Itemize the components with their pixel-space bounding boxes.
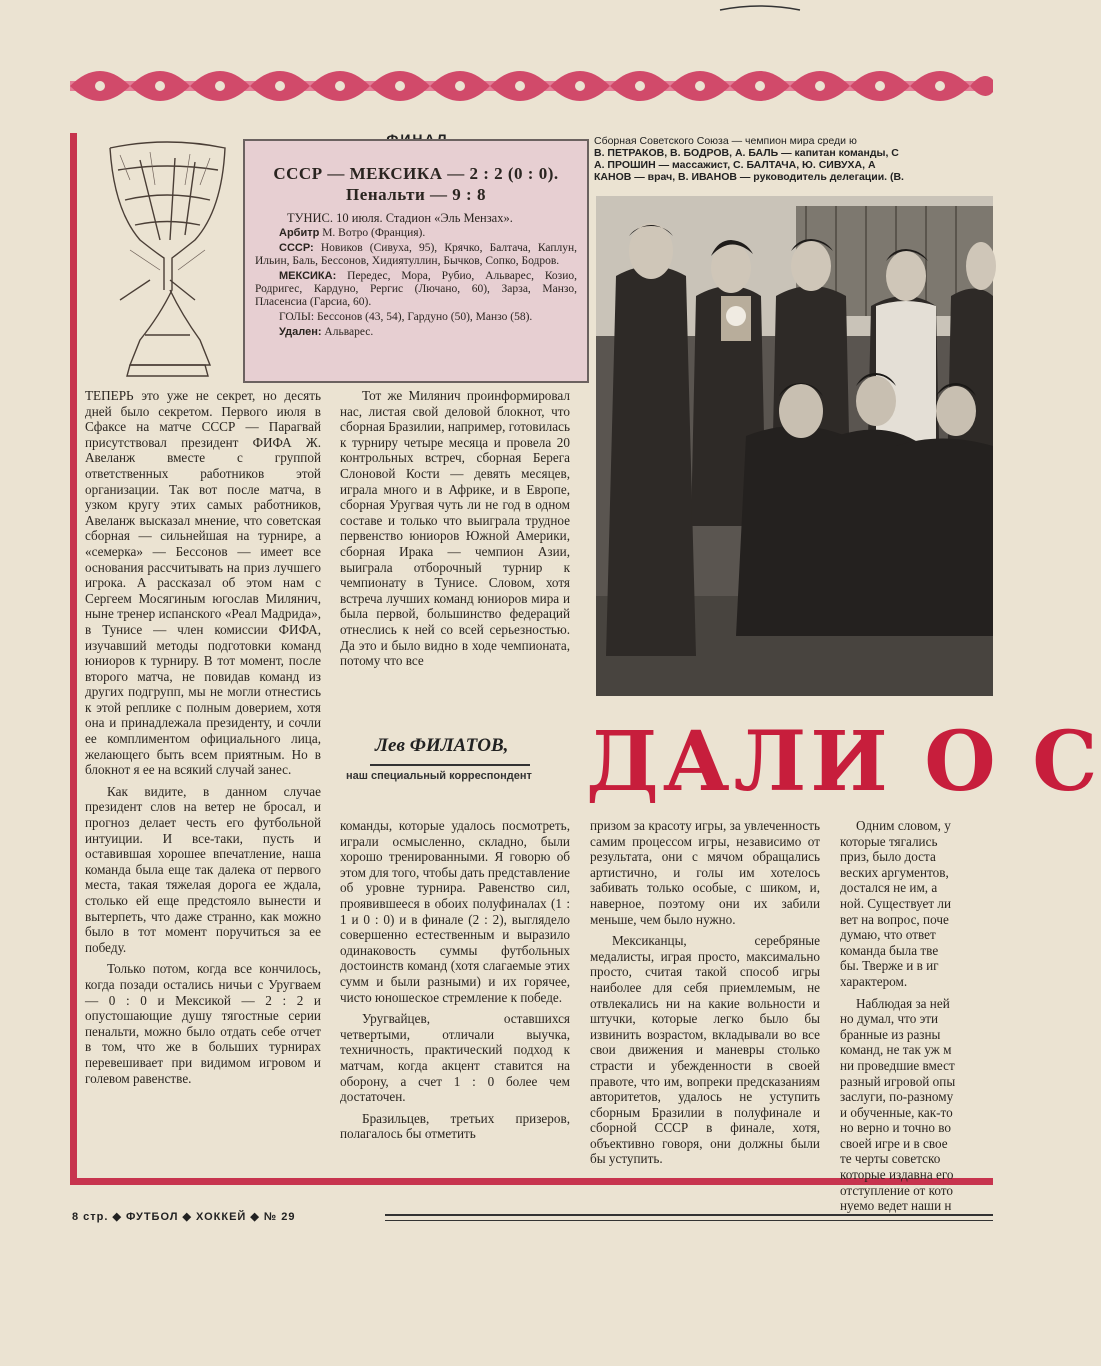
column-line: думаю, что ответ — [840, 927, 936, 943]
caption-line: А. ПРОШИН — массажист, С. БАЛТАЧА, Ю. СИВУХА, А — [594, 159, 876, 171]
paragraph: Уругвайцев, оставшихся четвертыми, отличали выучка, техничность, практический подход к матчам, когда акцент ставится на оборону, а счет 1 : 0 более чем достаточен. — [340, 1011, 570, 1105]
column-line: заслуги, по-разному — [840, 1089, 954, 1105]
referee-value: М. Вотро (Франция). — [322, 227, 426, 239]
paragraph: Тот же Милянич проинформировал нас, листая свой деловой блокнот, что сборная Бразилии, например, готовилась к турниру четыре месяца и провела 20 контрольных встреч, сборная Берега Слоновой Кости — девять месяцев, играла много и в Африке, и в Европе, сборная Уругвая чуть ли не год в одном составе и только что выиграла трудное первенство юниоров Южной Америки, сборная Ирака — чемпион Азии, выиграла отборочный турнир к чемпионату в Тунисе. Словом, хотя встреча лучших команд юниоров мира и была первой, большинство федераций отнеслись к ней со всей серьезностью. Да это и было видно в ходе чемпионата, потому что все — [340, 388, 570, 669]
top-notch-decoration — [720, 0, 800, 14]
column-line: характером. — [840, 973, 908, 989]
mexico-label: МЕКСИКА: — [279, 270, 337, 282]
column-line: Одним словом, у — [856, 818, 951, 833]
goals-line — [255, 311, 577, 324]
ussr-lineup-line — [255, 242, 577, 268]
column-line: своей игре и в свое — [840, 1135, 948, 1151]
paragraph — [85, 388, 321, 778]
referee-line — [255, 227, 577, 240]
column-line: Наблюдая за ней — [856, 995, 950, 1011]
column-line: которые издавна его — [840, 1167, 954, 1183]
column-line: команд, не так уж м — [840, 1042, 952, 1058]
final-score: СССР — МЕКСИКА — 2 : 2 (0 : 0). — [273, 164, 559, 183]
column-line: нуемо ведет наши н — [840, 1198, 952, 1214]
paragraph: Только потом, когда все кончилось, когда позади остались ничьи с Уругваем — 0 : 0 и Мексикой — 2 : 2 и опустошающие душу тягостные серии пенальти, можно было отдать себе отчет в том, что же в больших турнирах перевешивает при видимом игровом и голевом равенстве. — [85, 961, 321, 1086]
headline: ДАЛИ О С — [586, 714, 1101, 810]
column-line: отступление от кото — [840, 1182, 953, 1198]
paragraph: Бразильцев, третьих призеров, полагалось бы отметить — [340, 1110, 570, 1142]
article-column-4 — [590, 818, 820, 1173]
column-line: команда была тве — [840, 942, 939, 958]
ussr-label: СССР: — [279, 242, 314, 254]
column-line: ни проведшие вмест — [840, 1057, 955, 1073]
match-venue: ТУНИС. 10 июля. Стадион «Эль Мензах». — [287, 211, 513, 225]
article-column-2 — [340, 388, 570, 675]
article-column-5 — [840, 818, 993, 1214]
sentoff-line — [255, 326, 577, 339]
caption-line: Сборная Советского Союза — чемпион мира среди ю — [594, 135, 857, 147]
goals-value: Бессонов (43, 54), Гардуно (50), Манзо (58). — [317, 311, 533, 323]
paragraph: команды, которые удалось посмотреть, играли осмысленно, складно, были хорошо тренированными. Я говорю об этом для того, чтобы дать представление об уровне турнира. Равенство сил, проявившееся в обоих полуфиналах (1 : 1 и 0 : 0) и в финале (2 : 2), выглядело совершенно естественным и выразило одинаковость суммы футбольных достоинств команд (хотя слагаемые этих сумм и были разными) и их горячее, чисто юношеское стремление к победе. — [340, 818, 570, 1005]
team-photo — [596, 196, 993, 696]
sentoff-label: Удален: — [279, 326, 322, 338]
byline-rule — [370, 764, 530, 766]
column-line: веских аргументов, — [840, 864, 949, 880]
photo-caption — [594, 135, 993, 183]
ussr-lineup: Новиков (Сивуха, 95), Крячко, Балтача, Каплун, Ильин, Баль, Бессонов, Хидиятуллин, Бычков, Сопко, Бодров. — [255, 242, 578, 267]
column-line: приз, было доста — [840, 849, 936, 865]
column-line: те черты советско — [840, 1151, 941, 1167]
trophy-cup-illustration — [100, 140, 235, 378]
caption-line: КАНОВ — врач, В. ИВАНОВ — руководитель делегации. (В. — [594, 171, 904, 183]
page-footer: 8 стр. ◆ ФУТБОЛ ◆ ХОККЕЙ ◆ № 29 — [72, 1211, 296, 1223]
column-line: бранные из разны — [840, 1026, 941, 1042]
sentoff-value: Альварес. — [324, 326, 374, 338]
column-line: но думал, что эти — [840, 1011, 939, 1027]
column-line: и обученные, как-то — [840, 1104, 953, 1120]
paragraph: Как видите, в данном случае президент слов на ветер не бросал, и прогноз делает честь его футбольной интуиции. И все-таки, пусть и оставившая хорошее впечатление, наша команда была еще так далека от первого места, такая тяжелая дорога ее ждала, столько ей еще предстояло вынести и вытерпеть, что даже странно, как можно было в тот момент поручиться за ее победу. — [85, 783, 321, 955]
match-result-box — [243, 139, 589, 383]
author-name: Лев ФИЛАТОВ, — [375, 735, 509, 756]
paragraph-text: ТЕПЕРЬ это уже не секрет, но десять дней было секретом. Первого июля в Сфаксе на матче СССР — Парагвай присутствовал президент ФИФА Ж. Авеланж вместе с группой ответственных работников этой организации. Так вот после матча, в узком кругу этих самых работников, Авеланж высказал мнение, что советская сборная — сильнейшая на турнире, а «семерка» — Бессонов — имеет все основания рассчитывать на приз лучшего игрока. А рассказал об этом нам с Сергеем Мосягиным югослав Милянич, ныне тренер испанского «Реал Мадрида», в Тунисе — член комиссии ФИФА, изучавший методы подготовки команд юниоров к турниру. В тот момент, после второго матча, не повидав команд из других подгрупп, мы не могли отнестись к этой реплике с полным доверием, хотя она и принадлежала президенту, и сочли ее комплиментом официального лица, желающего быть всем приятным. Но в блокнот я ее на всякий случай занес. — [85, 388, 321, 778]
referee-label: Арбитр — [279, 227, 320, 239]
column-line: вет на вопрос, поче — [840, 911, 949, 927]
mexico-lineup-line — [255, 270, 577, 309]
caption-line: В. ПЕТРАКОВ, В. БОДРОВ, А. БАЛЬ — капитан команды, С — [594, 147, 899, 159]
column-line: которые тягались — [840, 833, 938, 849]
column-line: бы. Тверже и в иг — [840, 958, 939, 974]
column-line: но верно и точно во — [840, 1120, 951, 1136]
article-column-3 — [340, 818, 570, 1148]
mexico-lineup: Передес, Мора, Рубио, Альварес, Козио, Родригес, Кардуно, Рергис (Лючано, 60), Зарза, Манзо, Пласенсиа (Гарсиа, 60). — [255, 270, 578, 308]
penalty-score: Пенальти — 9 : 8 — [346, 185, 486, 204]
article-column-1 — [85, 388, 321, 1092]
column-line: разный игровой опы — [840, 1073, 956, 1089]
footer-rule — [385, 1214, 993, 1221]
column-line: достался не им, а — [840, 880, 938, 896]
ornament-band — [70, 66, 993, 106]
author-role: наш специальный корреспондент — [346, 770, 532, 782]
paragraph: Мексиканцы, серебряные медалисты, играя просто, максимально просто, считая такой способ игры наиболее для себя приемлемым, не отвлекались ни на какие вольности и штучки, которые легко было бы извинить возрастом, вкладывали во все свои движения и маневры столько страсти и убежденности в своей правоте, что им, вопреки предсказаниям авторитетов, удалось не уступить сборным Бразилии в полуфинале и сборной СССР в финале, хотя, объективно говоря, они должны были бы уступить. — [590, 933, 820, 1167]
paragraph: призом за красоту игры, за увлеченность самим процессом игры, независимо от результата, они с мячом обращались артистично, и голы им хотелось забивать только особые, с шиком, и, наверное, поэтому они их забили меньше, чем было нужно. — [590, 818, 820, 927]
column-line: ной. Существует ли — [840, 895, 952, 911]
goals-label: ГОЛЫ: — [279, 311, 315, 323]
